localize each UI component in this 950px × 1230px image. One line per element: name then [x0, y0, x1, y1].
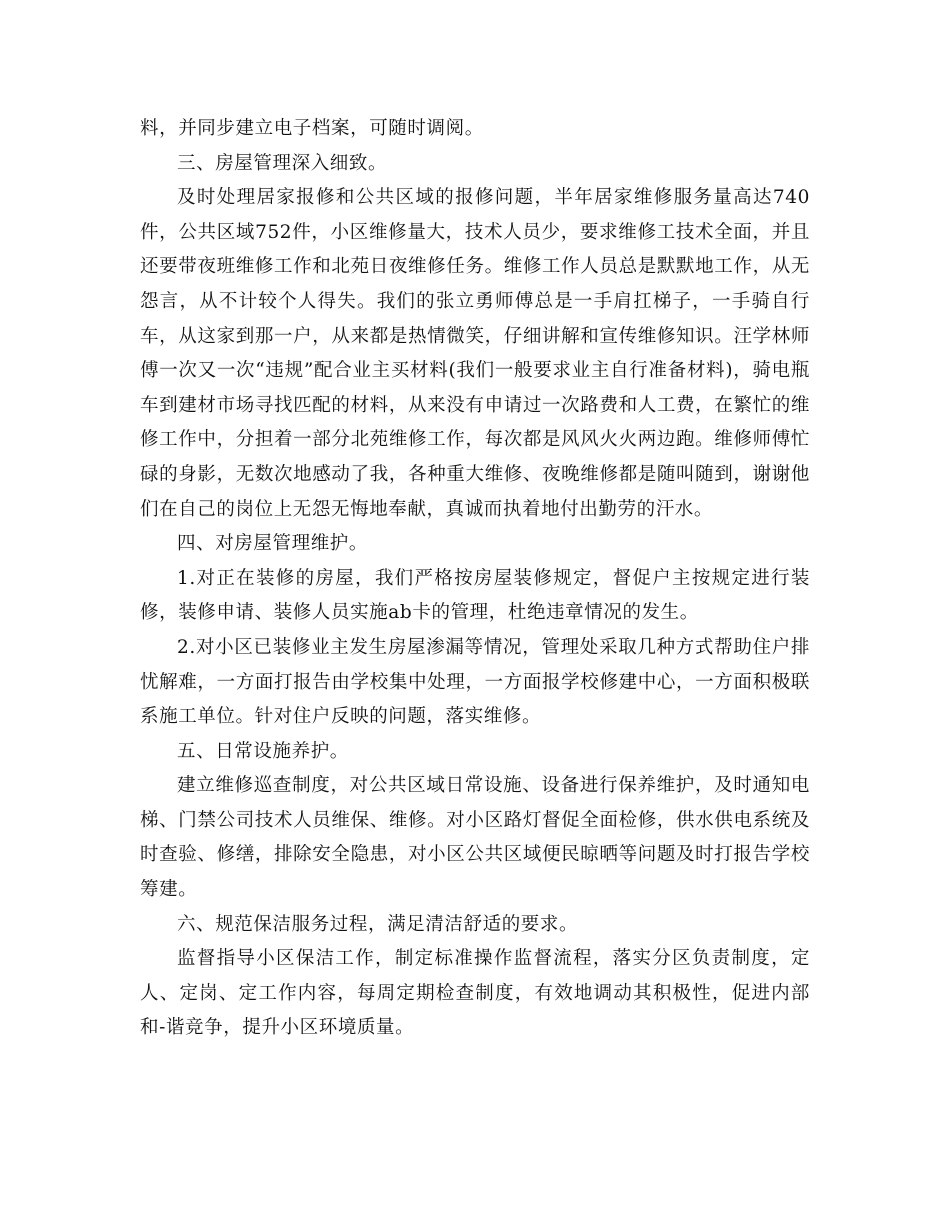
paragraph-renovation-rule-1: 1.对正在装修的房屋，我们严格按房屋装修规定，督促户主按规定进行装修，装修申请、装修人员实施ab卡的管理，杜绝违章情况的发生。 [140, 567, 810, 624]
paragraph-leakage-rule-2: 2.对小区已装修业主发生房屋渗漏等情况，管理处采取几种方式帮助住户排忧解难，一方面打报告由学校集中处理，一方面报学校修建中心，一方面积极联系施工单位。针对住户反映的问题，落实维修。 [140, 636, 810, 728]
paragraph-continuation: 料，并同步建立电子档案，可随时调阅。 [140, 118, 484, 139]
section-heading-5: 五、日常设施养护。 [177, 740, 349, 762]
paragraph-repair-service: 及时处理居家报修和公共区域的报修问题，半年居家维修服务量高达740件，公共区域752件，小区维修量大，技术人员少，要求维修工技术全面，并且还要带夜班维修工作和北苑日夜维修任务。维修工作人员总是默默地工作，从无怨言，从不计较个人得失。我们的张立勇师傅总是一手肩扛梯子，一手骑自行车，从这家到那一户，从来都是热情微笑，仔细讲解和宣传维修知识。汪学林师傅一次又一次“违规”配合业主买材料(我们一般要求业主自行准备材料)，骑电瓶车到建材市场寻找匹配的材料，从来没有申请过一次路费和人工费，在繁忙的维修工作中，分担着一部分北苑维修工作，每次都是风风火火两边跑。维修师傅忙碌的身影，无数次地感动了我，各种重大维修、夜晚维修都是随叫随到，谢谢他们在自己的岗位上无怨无悔地奉献，真诚而执着地付出勤劳的汗水。 [140, 187, 810, 520]
section-heading-4: 四、对房屋管理维护。 [177, 533, 369, 555]
section-heading-6: 六、规范保洁服务过程，满足清洁舒适的要求。 [177, 913, 579, 935]
paragraph-cleaning-service: 监督指导小区保洁工作，制定标准操作监督流程，落实分区负责制度，定人、定岗、定工作内容，每周定期检查制度，有效地调动其积极性，促进内部和-谐竞争，提升小区环境质量。 [140, 948, 810, 1039]
document-body [140, 112, 810, 1046]
section-heading-3: 三、房屋管理深入细致。 [177, 152, 388, 174]
paragraph-facility-maintenance: 建立维修巡查制度，对公共区域日常设施、设备进行保养维护，及时通知电梯、门禁公司技术人员维保、维修。对小区路灯督促全面检修，供水供电系统及时查验、修缮，排除安全隐患，对小区公共区域便民晾晒等问题及时打报告学校筹建。 [140, 775, 810, 901]
